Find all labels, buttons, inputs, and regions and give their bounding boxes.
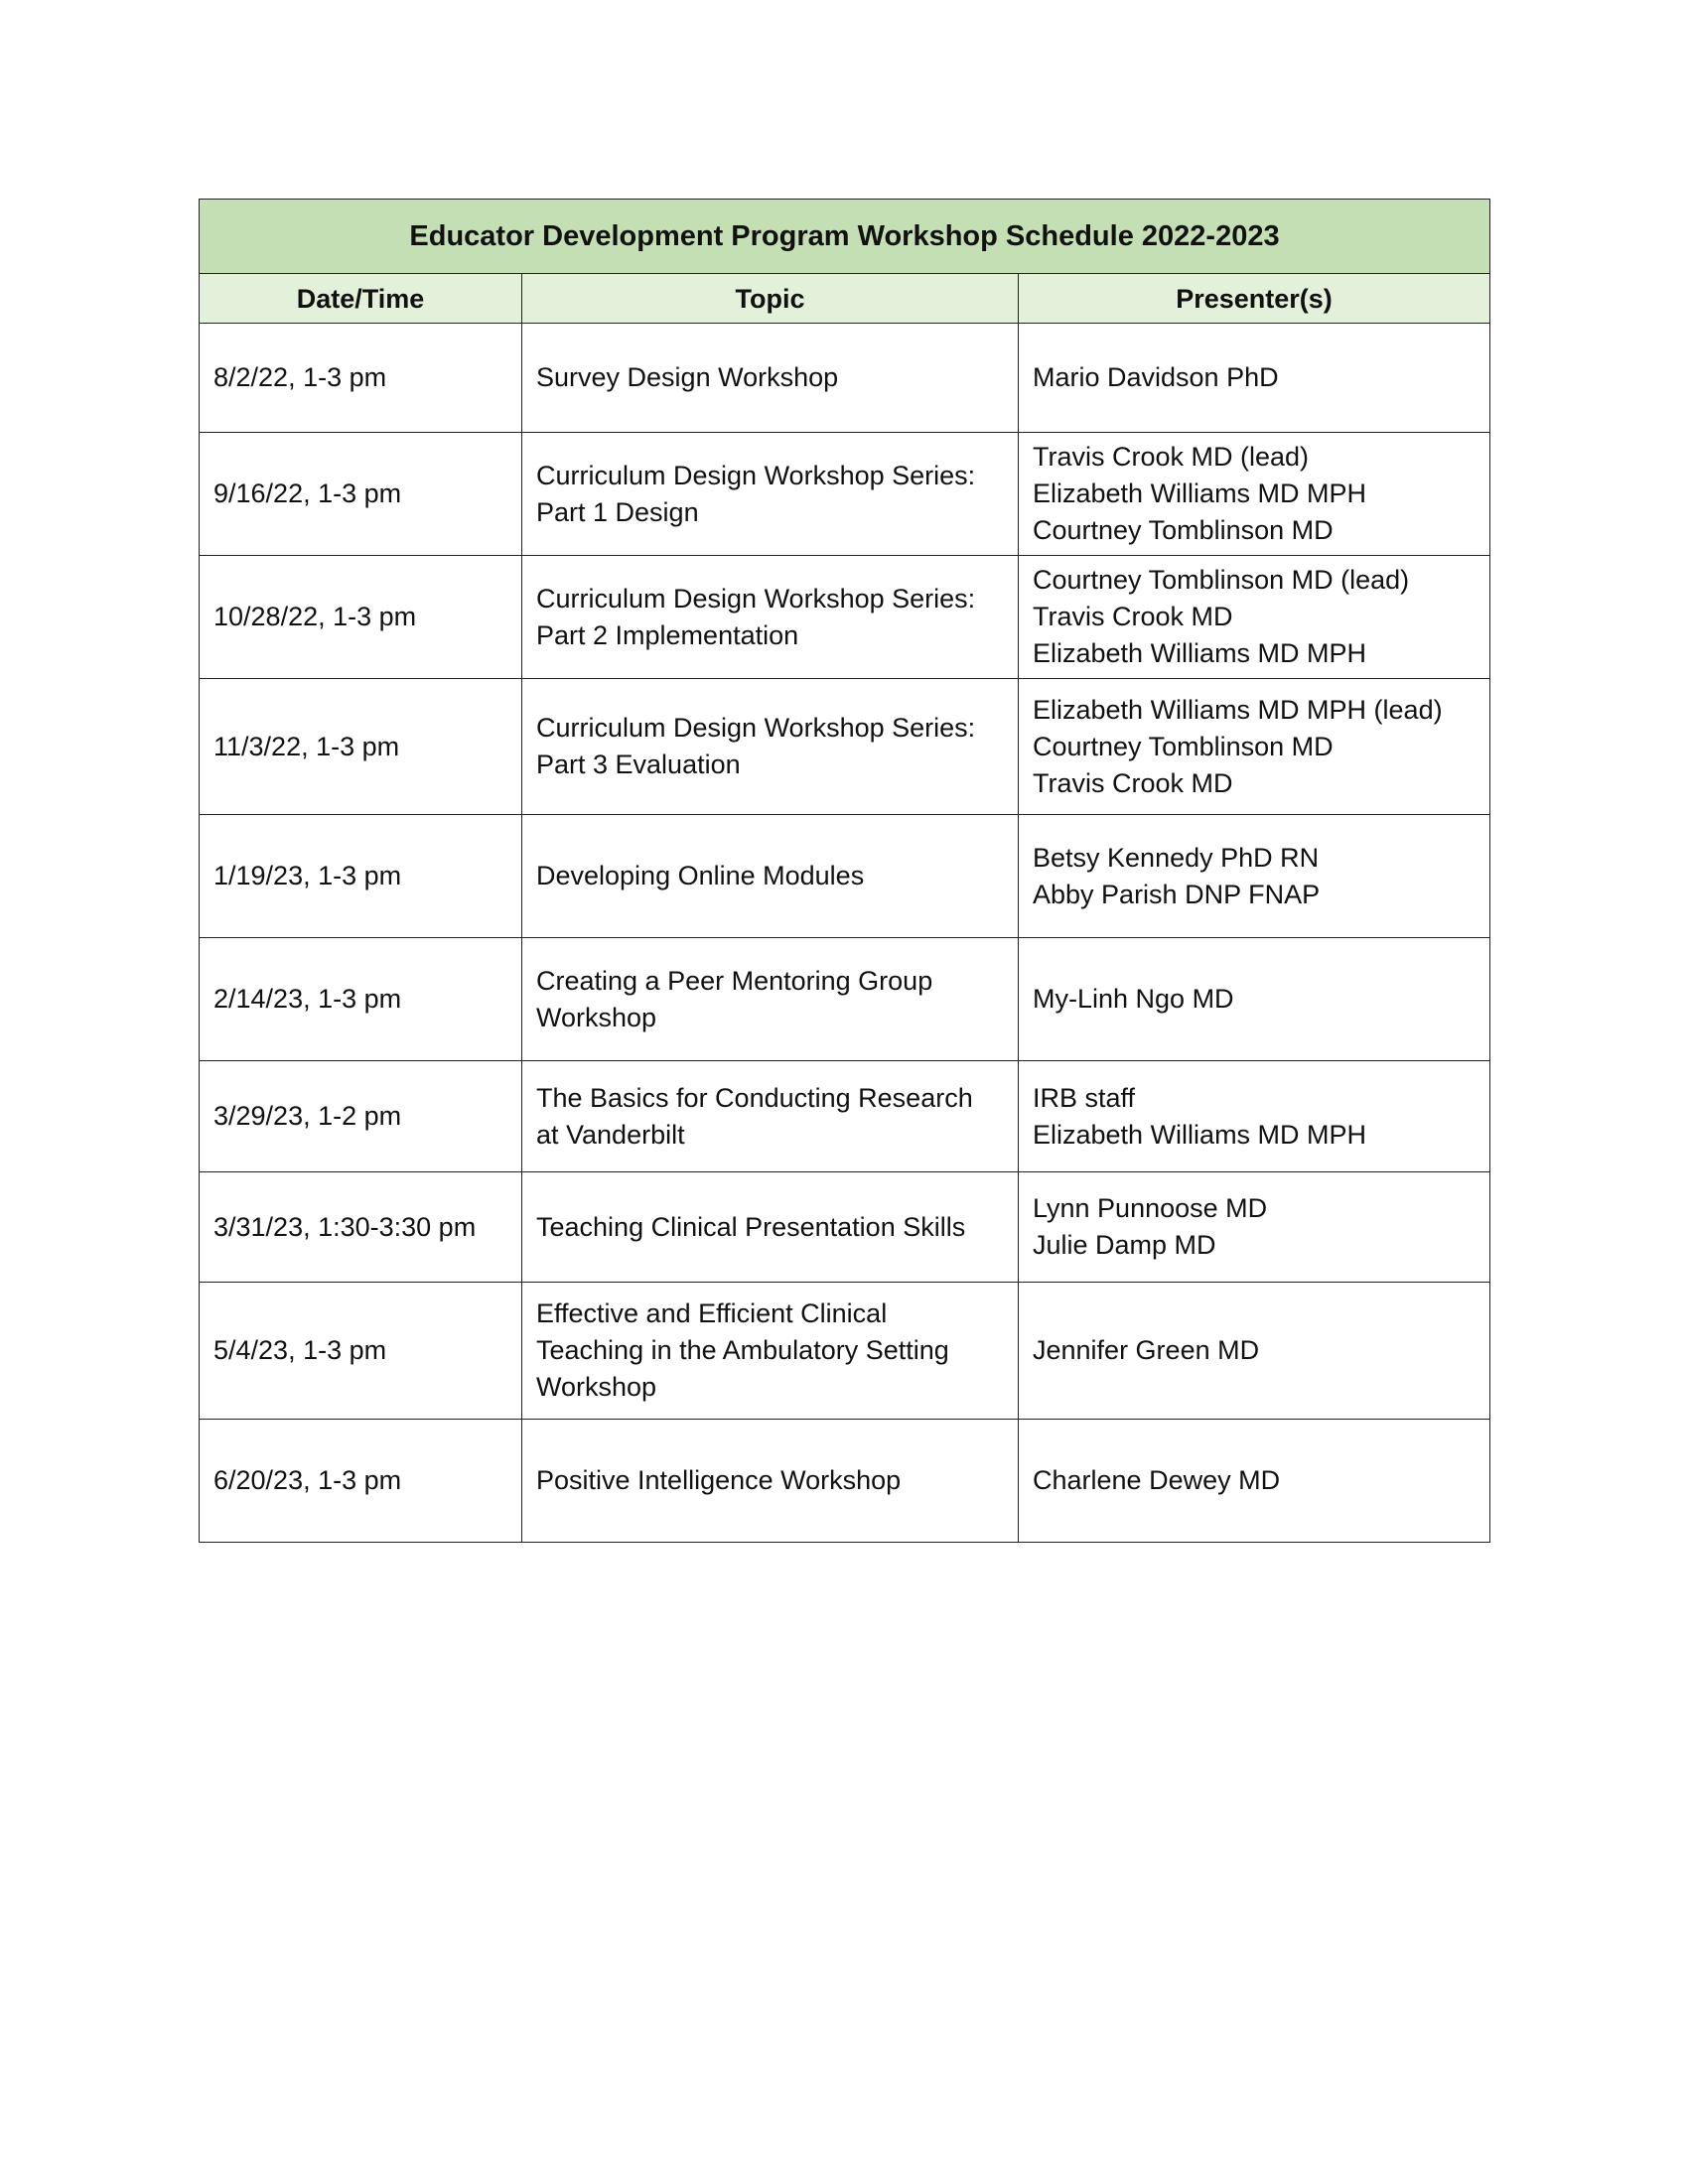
presenter-name: Elizabeth Williams MD MPH (lead) (1033, 694, 1443, 725)
topic-cell (522, 1061, 1019, 1172)
presenters-cell (1019, 324, 1490, 433)
presenter-name: Charlene Dewey MD (1033, 1465, 1281, 1495)
schedule-body (200, 324, 1490, 1543)
presenters-cell (1019, 938, 1490, 1061)
presenter-name: Travis Crook MD (1033, 767, 1233, 798)
presenter-name: Betsy Kennedy PhD RN (1033, 842, 1320, 873)
column-header-row (200, 274, 1490, 324)
topic-cell (522, 433, 1019, 556)
table-row (200, 556, 1490, 679)
topic-cell (522, 938, 1019, 1061)
presenter-name: Travis Crook MD (lead) (1033, 442, 1310, 472)
presenters-cell (1019, 1172, 1490, 1283)
table-row (200, 1420, 1490, 1543)
header-presenters: Presenter(s) (1019, 274, 1490, 324)
presenters-cell (1019, 1283, 1490, 1420)
workshop-schedule-table (199, 199, 1490, 1543)
presenter-name: Abby Parish DNP FNAP (1033, 879, 1321, 909)
table-row (200, 1283, 1490, 1420)
topic-cell (522, 1283, 1019, 1420)
presenters-cell (1019, 1061, 1490, 1172)
presenters-cell (1019, 679, 1490, 815)
table-row (200, 679, 1490, 815)
table-title: Educator Development Program Workshop Schedule 2022-2023 (200, 200, 1490, 274)
topic-line: Teaching Clinical Presentation Skills (536, 1211, 966, 1242)
topic-cell (522, 1420, 1019, 1543)
header-date-time: Date/Time (200, 274, 522, 324)
presenter-name: Elizabeth Williams MD MPH (1033, 1119, 1367, 1150)
presenter-name: Travis Crook MD (1033, 602, 1233, 631)
date-time-cell: 11/3/22, 1-3 pm (200, 679, 522, 815)
presenters-cell (1019, 556, 1490, 679)
topic-cell (522, 324, 1019, 433)
table-title-row (200, 200, 1490, 274)
table-row (200, 324, 1490, 433)
topic-line: Part 3 Evaluation (536, 750, 741, 779)
topic-cell (522, 815, 1019, 938)
date-time-cell: 6/20/23, 1-3 pm (200, 1420, 522, 1543)
presenter-name: Mario Davidson PhD (1033, 362, 1279, 392)
presenters-cell (1019, 815, 1490, 938)
presenter-name: Julie Damp MD (1033, 1230, 1216, 1260)
topic-line: Teaching in the Ambulatory Setting (536, 1335, 949, 1365)
header-topic: Topic (522, 274, 1019, 324)
topic-line: The Basics for Conducting Research (536, 1082, 973, 1113)
date-time-cell: 8/2/22, 1-3 pm (200, 324, 522, 433)
presenter-name: Courtney Tomblinson MD (1033, 731, 1334, 761)
table-row (200, 815, 1490, 938)
topic-line: Curriculum Design Workshop Series: (536, 583, 976, 614)
presenter-name: Elizabeth Williams MD MPH (1033, 478, 1367, 508)
date-time-cell: 2/14/23, 1-3 pm (200, 938, 522, 1061)
topic-line: Curriculum Design Workshop Series: (536, 460, 976, 490)
topic-line: Positive Intelligence Workshop (536, 1465, 902, 1495)
table-row (200, 1172, 1490, 1283)
date-time-cell: 3/29/23, 1-2 pm (200, 1061, 522, 1172)
topic-line: Workshop (536, 1002, 657, 1032)
topic-line: Creating a Peer Mentoring Group (536, 965, 933, 996)
topic-line: Developing Online Modules (536, 861, 865, 890)
presenters-cell (1019, 433, 1490, 556)
table-row (200, 938, 1490, 1061)
topic-line: Effective and Efficient Clinical (536, 1298, 888, 1328)
date-time-cell: 1/19/23, 1-3 pm (200, 815, 522, 938)
presenter-name: IRB staff (1033, 1082, 1136, 1113)
topic-cell (522, 1172, 1019, 1283)
date-time-cell: 9/16/22, 1-3 pm (200, 433, 522, 556)
topic-line: Curriculum Design Workshop Series: (536, 713, 976, 743)
presenter-name: Jennifer Green MD (1033, 1335, 1260, 1365)
table-row (200, 1061, 1490, 1172)
date-time-cell: 3/31/23, 1:30-3:30 pm (200, 1172, 522, 1283)
presenter-name: My-Linh Ngo MD (1033, 984, 1234, 1014)
topic-cell (522, 556, 1019, 679)
presenters-cell (1019, 1420, 1490, 1543)
topic-line: Part 2 Implementation (536, 619, 799, 650)
topic-line: Workshop (536, 1372, 657, 1402)
presenter-name: Lynn Punnoose MD (1033, 1193, 1268, 1223)
presenter-name: Courtney Tomblinson MD (1033, 515, 1334, 545)
topic-line: Part 1 Design (536, 496, 699, 527)
presenter-name: Elizabeth Williams MD MPH (1033, 638, 1367, 668)
date-time-cell: 10/28/22, 1-3 pm (200, 556, 522, 679)
topic-cell (522, 679, 1019, 815)
topic-line: at Vanderbilt (536, 1119, 685, 1150)
table-row (200, 433, 1490, 556)
date-time-cell: 5/4/23, 1-3 pm (200, 1283, 522, 1420)
topic-line: Survey Design Workshop (536, 362, 839, 392)
presenter-name: Courtney Tomblinson MD (lead) (1033, 565, 1410, 595)
